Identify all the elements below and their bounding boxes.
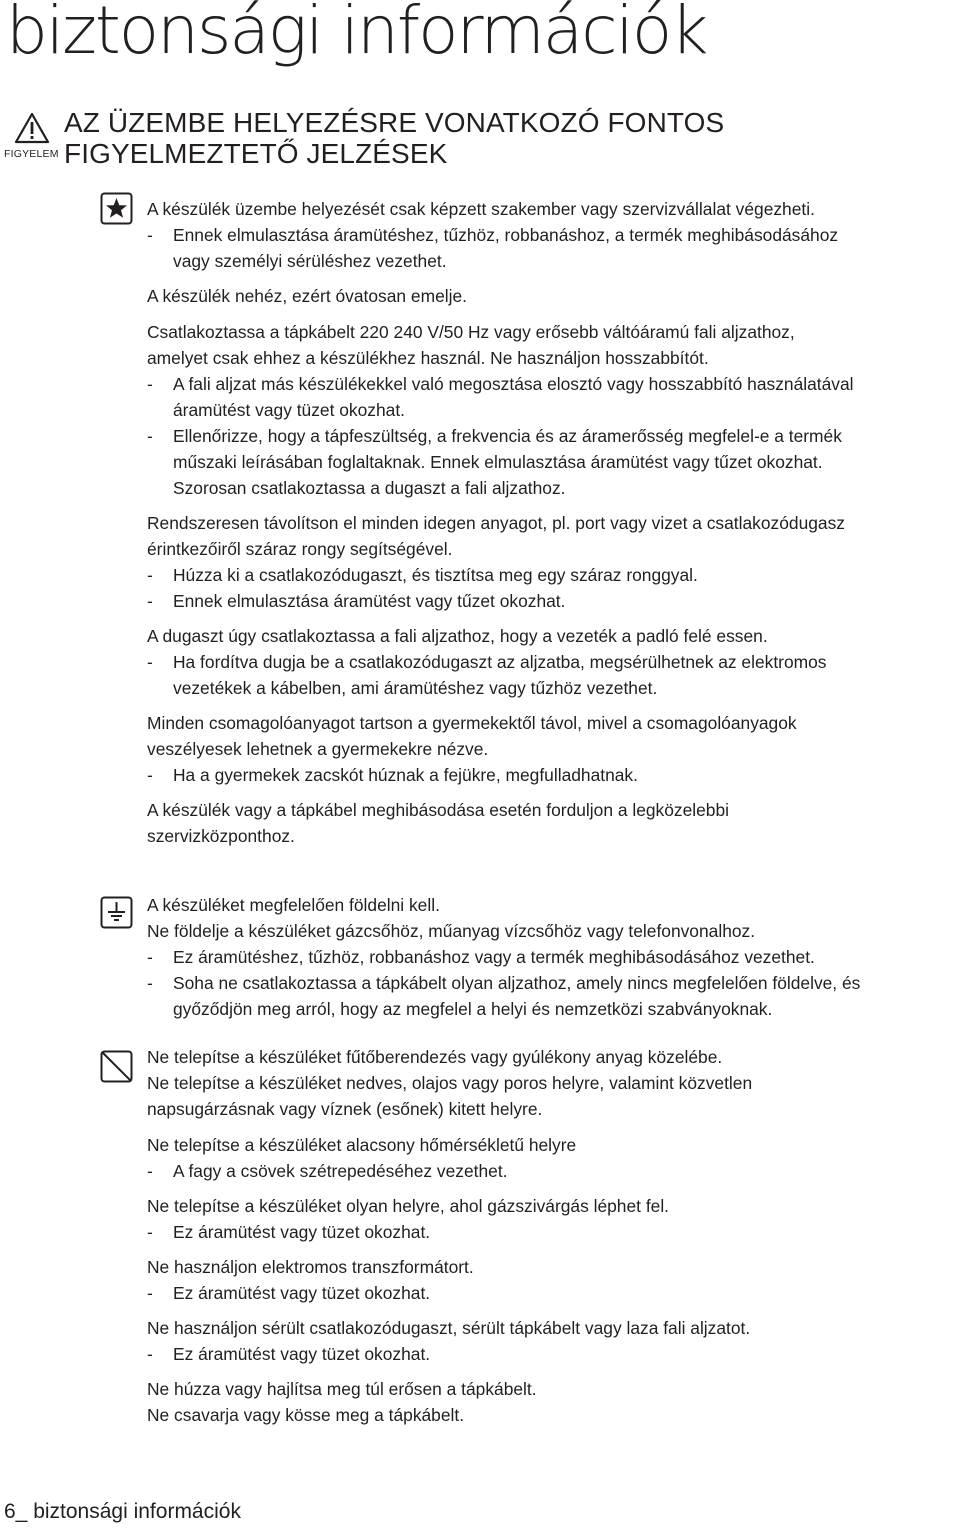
text-line: műszaki leírásában foglaltaknak. Ennek elmulasztása áramütést vagy tűzet okozhat. xyxy=(173,452,823,472)
text-line: A készüléket megfelelően földelni kell. xyxy=(147,895,440,915)
instruction-text xyxy=(147,1254,955,1280)
text-line: A készülék üzembe helyezését csak képzett szakember vagy szervizvállalat végezheti. xyxy=(147,199,815,219)
instruction-group xyxy=(147,797,955,849)
text-line: Ne használjon sérült csatlakozódugaszt, sérült tápkábelt vagy laza fali aljzatot. xyxy=(147,1318,751,1338)
text-line: Rendszeresen távolítson el minden idegen anyagot, pl. port vagy vizet a csatlakozódugasz xyxy=(147,513,845,533)
section-content xyxy=(147,1044,955,1438)
text-line: A dugaszt úgy csatlakoztassa a fali aljzathoz, hogy a vezeték a padló felé essen. xyxy=(147,626,768,646)
text-line: Ne használjon elektromos transzformátort. xyxy=(147,1257,474,1277)
instruction-group xyxy=(147,510,955,614)
instruction-text xyxy=(147,1132,955,1158)
text-line: Ne telepítse a készüléket nedves, olajos vagy poros helyre, valamint közvetlen xyxy=(147,1073,753,1093)
text-line: veszélyesek lehetnek a gyermekekre nézve. xyxy=(147,739,489,759)
instruction-text xyxy=(147,510,955,562)
text-line: érintkezőiről száraz rongy segítségével. xyxy=(147,539,453,559)
bullet-item xyxy=(147,762,955,788)
text-line: áramütést vagy tüzet okozhat. xyxy=(173,400,405,420)
instruction-text xyxy=(147,196,955,222)
bullet-item xyxy=(147,562,955,588)
instruction-text xyxy=(147,710,955,762)
text-line: A készülék vagy a tápkábel meghibásodása esetén forduljon a legközelebbi xyxy=(147,800,730,820)
instruction-text xyxy=(147,797,955,849)
warning-heading xyxy=(64,107,724,169)
bullet-item xyxy=(147,970,955,1022)
prohibited-icon xyxy=(100,1050,133,1083)
page-footer: 6_ biztonsági információk xyxy=(4,1500,241,1523)
bullet-item xyxy=(147,1341,955,1367)
text-line: - Ennek elmulasztása áramütést vagy tűzet okozhat. xyxy=(173,591,566,611)
bullet-item xyxy=(147,649,955,701)
instruction-group xyxy=(147,283,955,309)
bullet-item xyxy=(147,588,955,614)
instruction-text xyxy=(147,1315,955,1341)
warning-triangle-icon xyxy=(14,112,50,144)
text-line: A készülék nehéz, ezért óvatosan emelje. xyxy=(147,286,467,306)
text-line: Ne telepítse a készüléket fűtőberendezés vagy gyúlékony anyag közelébe. xyxy=(147,1047,723,1067)
text-line: - Ez áramütést vagy tüzet okozhat. xyxy=(173,1283,431,1303)
text-line: vezetékek a kábelben, ami áramütéshez vagy tűzhöz vezethet. xyxy=(173,678,658,698)
bullet-item xyxy=(147,1158,955,1184)
instruction-group xyxy=(147,1044,955,1122)
bullet-item xyxy=(147,1280,955,1306)
text-line: - Ellenőrizze, hogy a tápfeszültség, a frekvencia és az áramerősség megfelel-e a termék xyxy=(173,426,842,446)
instruction-text xyxy=(147,623,955,649)
warning-label: FIGYELEM xyxy=(4,148,59,160)
warning-heading-line2: FIGYELMEZTETŐ JELZÉSEK xyxy=(64,138,448,169)
text-line: amelyet csak ehhez a készülékhez használ. Ne használjon hosszabbítót. xyxy=(147,348,709,368)
instruction-group xyxy=(147,623,955,701)
instruction-group xyxy=(147,1193,955,1245)
text-line: - Ennek elmulasztása áramütéshez, tűzhöz, robbanáshoz, a termék meghibásodásához xyxy=(173,225,839,245)
instruction-group xyxy=(147,1315,955,1367)
text-line: - A fagy a csövek szétrepedéséhez vezethet. xyxy=(173,1161,508,1181)
instruction-text xyxy=(147,1193,955,1219)
bullet-item xyxy=(147,944,955,970)
text-line: Ne csavarja vagy kösse meg a tápkábelt. xyxy=(147,1405,465,1425)
instruction-text xyxy=(147,283,955,309)
text-line: - Ez áramütést vagy tüzet okozhat. xyxy=(173,1222,431,1242)
text-line: - Húzza ki a csatlakozódugaszt, és tisztítsa meg egy száraz ronggyal. xyxy=(173,565,698,585)
text-line: - Ez áramütéshez, tűzhöz, robbanáshoz vagy a termék meghibásodásához vezethet. xyxy=(173,947,815,967)
instruction-group xyxy=(147,892,955,1022)
text-line: Ne húzza vagy hajlítsa meg túl erősen a tápkábelt. xyxy=(147,1379,537,1399)
instruction-text xyxy=(147,1044,955,1122)
text-line: Minden csomagolóanyagot tartson a gyermekektől távol, mivel a csomagolóanyagok xyxy=(147,713,797,733)
bullet-item xyxy=(147,222,955,274)
instruction-text xyxy=(147,319,955,371)
ground-icon xyxy=(100,896,133,929)
star-icon xyxy=(100,192,133,225)
section-content xyxy=(147,196,955,859)
text-line: - A fali aljzat más készülékekkel való megosztása elosztó vagy hosszabbító használatával xyxy=(173,374,854,394)
instruction-text xyxy=(147,892,955,944)
text-line: szervizközponthoz. xyxy=(147,826,295,846)
text-line: - Ha fordítva dugja be a csatlakozódugaszt az aljzatba, megsérülhetnek az elektromos xyxy=(173,652,827,672)
instruction-text xyxy=(147,1376,955,1428)
text-line: - Ez áramütést vagy tüzet okozhat. xyxy=(173,1344,431,1364)
bullet-item xyxy=(147,423,955,501)
page-title: biztonsági információk xyxy=(6,0,707,69)
text-line: győződjön meg arról, hogy az megfelel a helyi és nemzetközi szabványoknak. xyxy=(173,999,773,1019)
text-line: Ne földelje a készüléket gázcsőhöz, műanyag vízcsőhöz vagy telefonvonalhoz. xyxy=(147,921,756,941)
text-line: Ne telepítse a készüléket olyan helyre, ahol gázszivárgás léphet fel. xyxy=(147,1196,670,1216)
text-line: napsugárzásnak vagy víznek (esőnek) kitett helyre. xyxy=(147,1099,543,1119)
bullet-item xyxy=(147,1219,955,1245)
instruction-group xyxy=(147,319,955,501)
text-line: - Ha a gyermekek zacskót húznak a fejükre, megfulladhatnak. xyxy=(173,765,638,785)
instruction-group xyxy=(147,710,955,788)
text-line: Szorosan csatlakoztassa a dugaszt a fali aljzathoz. xyxy=(173,478,566,498)
text-line: Ne telepítse a készüléket alacsony hőmérsékletű helyre xyxy=(147,1135,577,1155)
section-content xyxy=(147,892,955,1031)
text-line: - Soha ne csatlakoztassa a tápkábelt olyan aljzathoz, amely nincs megfelelően földelve, és xyxy=(173,973,861,993)
instruction-group xyxy=(147,196,955,274)
text-line: Csatlakoztassa a tápkábelt 220 240 V/50 Hz vagy erősebb váltóáramú fali aljzathoz, xyxy=(147,322,795,342)
warning-heading-line1: AZ ÜZEMBE HELYEZÉSRE VONATKOZÓ FONTOS xyxy=(64,107,725,138)
instruction-group xyxy=(147,1376,955,1428)
instruction-group xyxy=(147,1254,955,1306)
text-line: vagy személyi sérüléshez vezethet. xyxy=(173,251,447,271)
bullet-item xyxy=(147,371,955,423)
instruction-group xyxy=(147,1132,955,1184)
